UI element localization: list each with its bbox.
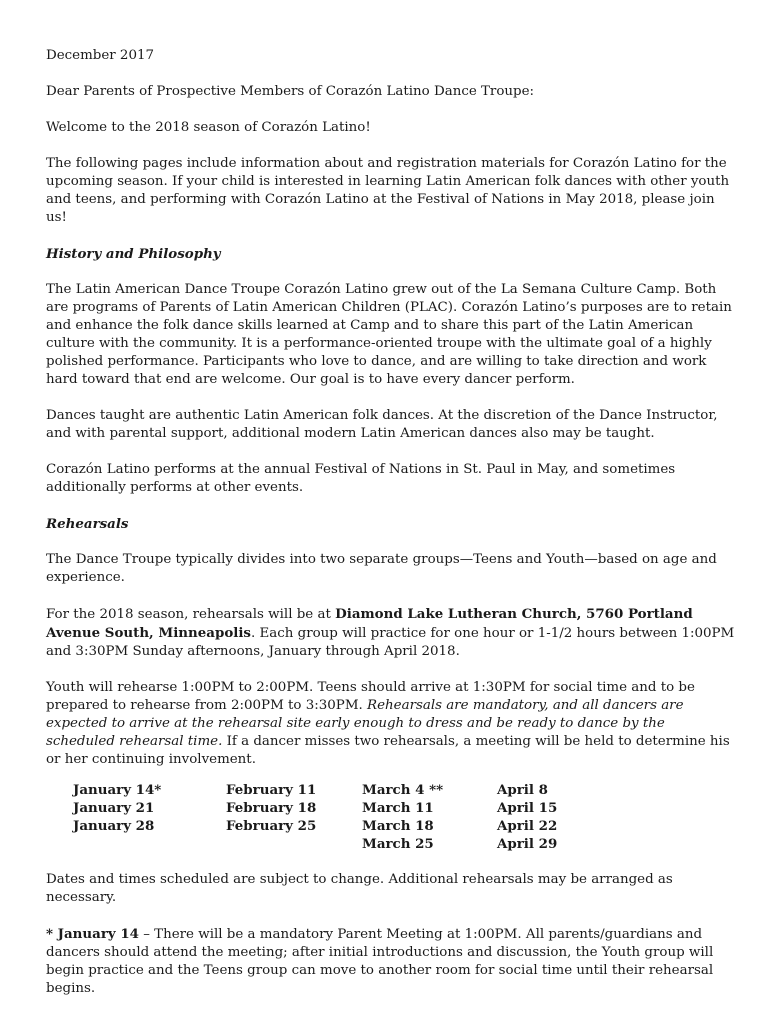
schedule-date: February 25 (226, 818, 317, 834)
schedule-date: March 4 ** (362, 782, 444, 798)
history-paragraph-1: The Latin American Dance Troupe Corazón Latino grew out of the La Semana Culture Camp. Both are programs of Parents of Latin American Children (PLAC). Corazón Latino’s purposes are to retain and enhance the folk dance skills learned at Camp and to share this part of the Latin American culture with the community. It is a performance-oriented troupe with the ultimate goal of a highly polished performance. Participants who love to dance, and are willing to take direction and work hard toward that end are welcome. Our goal is to have every dancer perform. (46, 282, 732, 387)
rehearsal-schedule (46, 781, 736, 855)
rehearsals-paragraph-2 (46, 605, 736, 661)
schedule-date: April 8 (497, 782, 548, 798)
location-details: . Each group will practice for one hour or 1-1/2 hours between 1:00PM and 3:30PM Sunday afternoons, January through April 2018. (46, 626, 735, 659)
schedule-date: April 22 (497, 818, 558, 834)
mandatory-note: Rehearsals are mandatory, and all dancers are expected to arrive at the rehearsal site early enough to dress and be ready to dance by the scheduled rehearsal time. (46, 698, 684, 749)
rehearsal-location: Diamond Lake Lutheran Church, 5760 Portland Avenue South, Minneapolis (46, 606, 693, 641)
footnote-label: * January 14 (46, 926, 139, 942)
footnote-text: – There will be a mandatory Parent Meeting at 1:00PM. All parents/guardians and dancers should attend the meeting; after initial introductions and discussion, the Youth group will begin practice and the Teens group can move to another room for social time until their rehearsal begins. (46, 927, 714, 996)
rehearsals-paragraph-1: The Dance Troupe typically divides into two separate groups—Teens and Youth—based on age and experience. (46, 552, 717, 585)
schedule-column-january (73, 781, 161, 835)
schedule-date: January 21 (73, 800, 155, 816)
schedule-column-february (226, 781, 316, 835)
rehearsal-times: Youth will rehearse 1:00PM to 2:00PM. Teens should arrive at 1:30PM for social time and to be prepared to rehearse from 2:00PM to 3:30PM. (46, 680, 695, 713)
intro-paragraph: The following pages include information about and registration materials for Corazón Latino for the upcoming season. If your child is interested in learning Latin American folk dances with other youth and teens, and performing with Corazón Latino at the Festival of Nations in May 2018, please join us! (46, 156, 730, 225)
missed-rehearsals-note: If a dancer misses two rehearsals, a meeting will be held to determine his or her continuing involvement. (46, 734, 730, 767)
schedule-date: March 11 (362, 800, 434, 816)
welcome-line: Welcome to the 2018 season of Corazón Latino! (46, 120, 371, 135)
letter-date: December 2017 (46, 48, 155, 63)
history-paragraph-2: Dances taught are authentic Latin American folk dances. At the discretion of the Dance Instructor, and with parental support, additional modern Latin American dances also may be taught. (46, 408, 718, 441)
schedule-date: March 25 (362, 836, 434, 852)
salutation: Dear Parents of Prospective Members of Corazón Latino Dance Troupe: (46, 84, 535, 99)
schedule-date: April 29 (497, 836, 558, 852)
history-paragraph-3: Corazón Latino performs at the annual Festival of Nations in St. Paul in May, and sometimes additionally performs at other events. (46, 462, 676, 495)
schedule-date: January 14* (73, 782, 162, 798)
schedule-column-march (362, 781, 443, 853)
schedule-column-april (497, 781, 557, 853)
schedule-date: January 28 (73, 818, 155, 834)
rehearsals-heading: Rehearsals (46, 516, 129, 532)
schedule-date: February 11 (226, 782, 317, 798)
schedule-date: April 15 (497, 800, 558, 816)
parent-meeting-footnote (46, 925, 736, 998)
dates-note: Dates and times scheduled are subject to change. Additional rehearsals may be arranged as necessary. (46, 872, 673, 905)
schedule-date: March 18 (362, 818, 434, 834)
rehearsals-paragraph-3 (46, 679, 736, 769)
history-heading: History and Philosophy (46, 246, 221, 262)
location-intro: For the 2018 season, rehearsals will be at (46, 607, 336, 622)
letter-body (46, 47, 736, 1016)
schedule-date: February 18 (226, 800, 317, 816)
